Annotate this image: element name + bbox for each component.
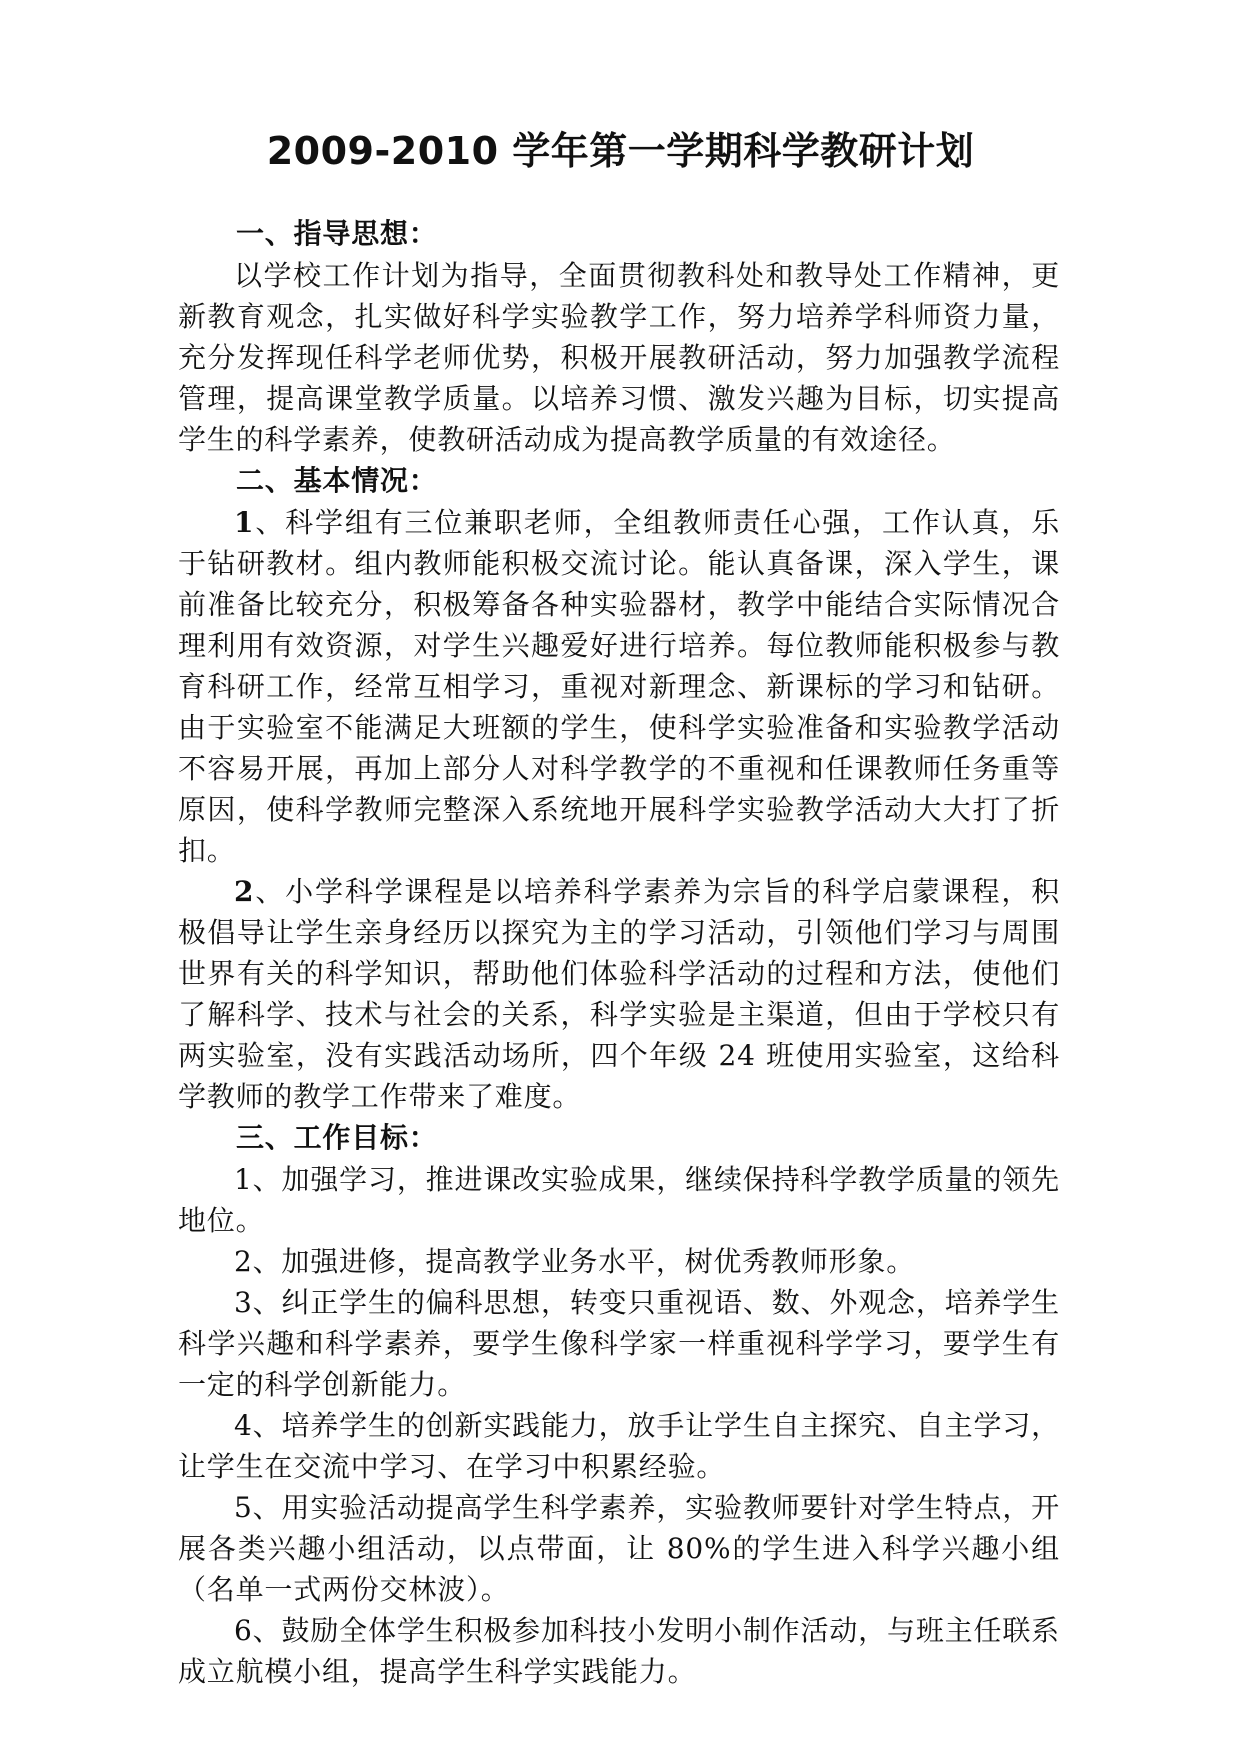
paragraph-basic-situation-2: [178, 871, 1060, 1117]
document-body: [178, 213, 1060, 1692]
paragraph-number: 2: [234, 875, 255, 908]
paragraph-number: 1: [234, 506, 255, 539]
goal-item-1: 1、加强学习，推进课改实验成果，继续保持科学教学质量的领先地位。: [178, 1163, 1060, 1237]
section-heading-guiding-ideology: 一、指导思想：: [236, 217, 438, 250]
paragraph-text: 、科学组有三位兼职老师，全组教师责任心强，工作认真，乐于钻研教材。组内教师能积极交流讨论。能认真备课，深入学生，课前准备比较充分，积极筹备各种实验器材，教学中能结合实际情况合理利用有效资源，对学生兴趣爱好进行培养。每位教师能积极参与教育科研工作，经常互相学习，重视对新理念、新课标的学习和钻研。由于实验室不能满足大班额的学生，使科学实验准备和实验教学活动不容易开展，再加上部分人对科学教学的不重视和任课教师任务重等原因，使科学教师完整深入系统地开展科学实验教学活动大大打了折扣。: [178, 506, 1060, 867]
section-heading-basic-situation: 二、基本情况：: [236, 464, 438, 497]
goal-item-4: 4、培养学生的创新实践能力，放手让学生自主探究、自主学习，让学生在交流中学习、在学习中积累经验。: [178, 1409, 1060, 1483]
paragraph-basic-situation-1: [178, 502, 1060, 871]
paragraph-text: 、小学科学课程是以培养科学素养为宗旨的科学启蒙课程，积极倡导让学生亲身经历以探究为主的学习活动，引领他们学习与周围世界有关的科学知识，帮助他们体验科学活动的过程和方法，使他们了解科学、技术与社会的关系，科学实验是主渠道，但由于学校只有两实验室，没有实践活动场所，四个年级 24 班使用实验室，这给科学教师的教学工作带来了难度。: [178, 875, 1060, 1113]
section-heading-work-goals: 三、工作目标：: [236, 1121, 438, 1154]
paragraph-guiding-ideology: 以学校工作计划为指导，全面贯彻教科处和教导处工作精神，更新教育观念，扎实做好科学实验教学工作，努力培养学科师资力量，充分发挥现任科学老师优势，积极开展教研活动，努力加强教学流程管理，提高课堂教学质量。以培养习惯、激发兴趣为目标，切实提高学生的科学素养，使教研活动成为提高教学质量的有效途径。: [178, 259, 1060, 456]
goal-item-5: 5、用实验活动提高学生科学素养，实验教师要针对学生特点，开展各类兴趣小组活动，以点带面，让 80%的学生进入科学兴趣小组（名单一式两份交林波）。: [178, 1491, 1060, 1606]
document-title: 2009-2010 学年第一学期科学教研计划: [266, 129, 975, 173]
goal-item-2: 2、加强进修，提高教学业务水平，树优秀教师形象。: [234, 1245, 916, 1278]
goal-item-3: 3、纠正学生的偏科思想，转变只重视语、数、外观念，培养学生科学兴趣和科学素养，要学生像科学家一样重视科学学习，要学生有一定的科学创新能力。: [178, 1286, 1060, 1401]
goal-item-6: 6、鼓励全体学生积极参加科技小发明小制作活动，与班主任联系成立航模小组，提高学生科学实践能力。: [178, 1614, 1060, 1688]
